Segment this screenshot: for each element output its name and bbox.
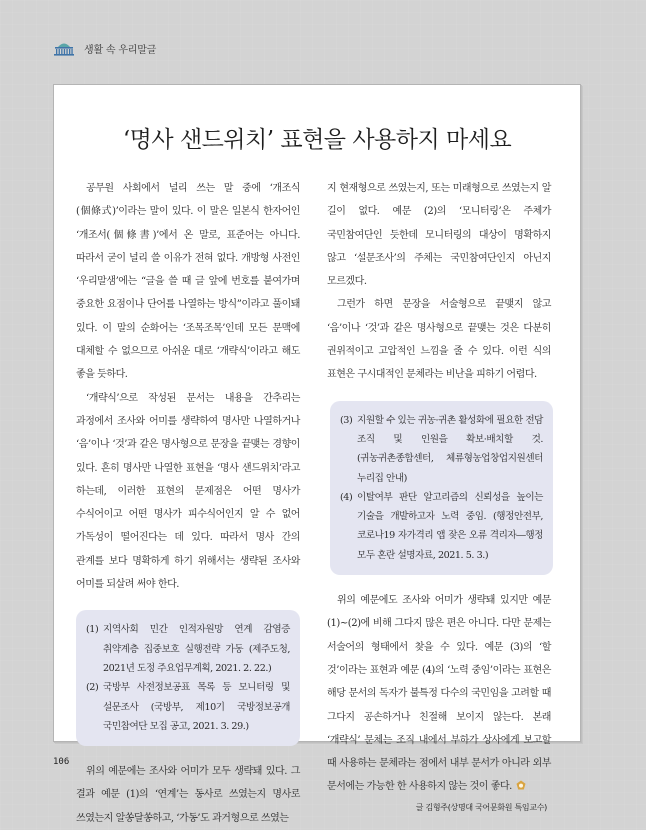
example-text: 국방부 사전정보공표 목록 등 모니터링 및 설문조사 (국방부, 제10기 국방정보공개 국민참여단 모집 공고, 2021. 3. 29.) bbox=[103, 682, 290, 732]
example-text: 이탈여부 판단 알고리즘의 신뢰성을 높이는 기술을 개발하고자 노력 중임. (행정안전부, 코로나19 자가격리 앱 잦은 오류 격리자―행정 모두 혼란 설명자료, 2021. 5. 3.) bbox=[357, 491, 543, 561]
example-callout-box bbox=[76, 610, 300, 746]
body-paragraph: 지 현재형으로 쓰였는지, 또는 미래형으로 쓰였는지 알 길이 없다. 예문 (2)의 ‘모니터링’은 주체가 국민참여단인 듯한데 모니터링의 대상이 명확하지 않고 ‘설문조사’의 주체는 국민참여단인지 아닌지 모르겠다. bbox=[327, 183, 551, 288]
example-number: (3) bbox=[340, 414, 353, 426]
example-item bbox=[86, 620, 290, 678]
body-paragraph: 위의 예문에는 조사와 어미가 모두 생략돼 있다. 그 결과 예문 (1)의 ‘연계’는 동사로 쓰였는지 명사로 쓰였는지 알쏭달쏭하고, ‘가동’도 과거형으로 쓰였는 bbox=[76, 766, 300, 824]
author-byline: 글 김형주(상명대 국어문화원 특임교수) bbox=[415, 802, 547, 812]
example-item bbox=[340, 411, 543, 488]
closing-paragraph-text: 위의 예문에도 조사와 어미가 생략돼 있지만 예문 (1)~(2)에 비해 그다지 많은 편은 아니다. 다만 문제는 서술어의 형태에서 찾을 수 있다. 예문 (3)의 ‘할 것’이라는 표현과 예문 (4)의 ‘노력 중임’이라는 표현은 해당 문서의 독자가 불특정 다수의 국민임을 고려할 때 그다지 공손하거나 친절해 보이지 않는다. 본래 ‘개략식’ 문체는 조직 내에서 부하가 상사에게 보고할 때 사용하는 문체라는 점에서 내부 문서가 아니라 외부 문서에는 가능한 한 사용하지 않는 것이 좋다. bbox=[327, 595, 551, 793]
right-column bbox=[327, 177, 551, 815]
left-column bbox=[76, 177, 300, 830]
body-paragraph: ‘개략식’으로 작성된 문서는 내용을 간추리는 과정에서 조사와 어미를 생략하여 명사만 나열하거나 ‘음’이나 ‘것’과 같은 명사형으로 문장을 끝맺는 경향이 있다. 흔히 명사만 나열한 표현을 ‘명사 샌드위치’라고 하는데, 이러한 표현의 문제점은 어떤 명사가 수식어이고 어떤 명사가 피수식어인지 알 수 없어 가독성이 떨어진다는 데 있다. 따라서 명사 간의 관계를 보다 명확하게 하기 위해서는 생략된 조사와 어미를 되살려 써야 한다. bbox=[76, 392, 300, 591]
page-number: 106 bbox=[53, 757, 70, 767]
body-paragraph: 공무원 사회에서 널리 쓰는 말 중에 ‘개조식(個條式)’이라는 말이 있다. 이 말은 일본식 한자어인 ‘개조서(個條書)’에서 온 말로, 표준어는 아니다. 따라서 굳이 널리 쓸 이유가 전혀 없다. 개방형 사전인 ‘우리말샘’에는 “글을 쓸 때 글 앞에 번호를 붙여가며 중요한 요점이나 단어를 나열하는 방식”이라고 풀이돼 있다. 이 말의 순화어는 ‘조목조목’인데 모든 문맥에 대체할 수 없으므로 아쉬운 대로 ‘개략식’이라고 해도 좋을 듯하다. bbox=[76, 183, 300, 381]
body-paragraph bbox=[327, 589, 551, 799]
example-text: 지원할 수 있는 귀농·귀촌 활성화에 필요한 전담 조직 및 인원을 확보·배치할 것. (귀농귀촌종합센터, 체류형농업창업지원센터 누리집 안내) bbox=[357, 414, 543, 484]
body-paragraph: 그런가 하면 문장을 서술형으로 끝맺지 않고 ‘음’이나 ‘것’과 같은 명사형으로 끝맺는 것은 다분히 권위적이고 고압적인 느낌을 줄 수 있다. 이런 식의 표현은 구시대적인 문체라는 비난을 피하기 어렵다. bbox=[327, 299, 551, 381]
section-label: 생활 속 우리말글 bbox=[84, 44, 157, 56]
example-callout-box bbox=[330, 401, 553, 575]
example-item bbox=[86, 678, 290, 736]
example-number: (1) bbox=[86, 624, 99, 636]
example-text: 지역사회 민간 인적자원망 연계 감염증 취약계층 집중보호 실행전략 가동 (제주도청, 2021년 도정 주요업무계획, 2021. 2. 22.) bbox=[103, 624, 290, 674]
pentagon-end-mark-icon bbox=[516, 780, 526, 790]
example-number: (2) bbox=[86, 682, 99, 694]
section-header bbox=[53, 40, 156, 56]
example-number: (4) bbox=[340, 491, 353, 503]
article-title: ‘명사 샌드위치’ 표현을 사용하지 마세요 bbox=[122, 127, 512, 153]
example-item bbox=[340, 488, 543, 565]
national-assembly-building-icon bbox=[53, 40, 75, 56]
